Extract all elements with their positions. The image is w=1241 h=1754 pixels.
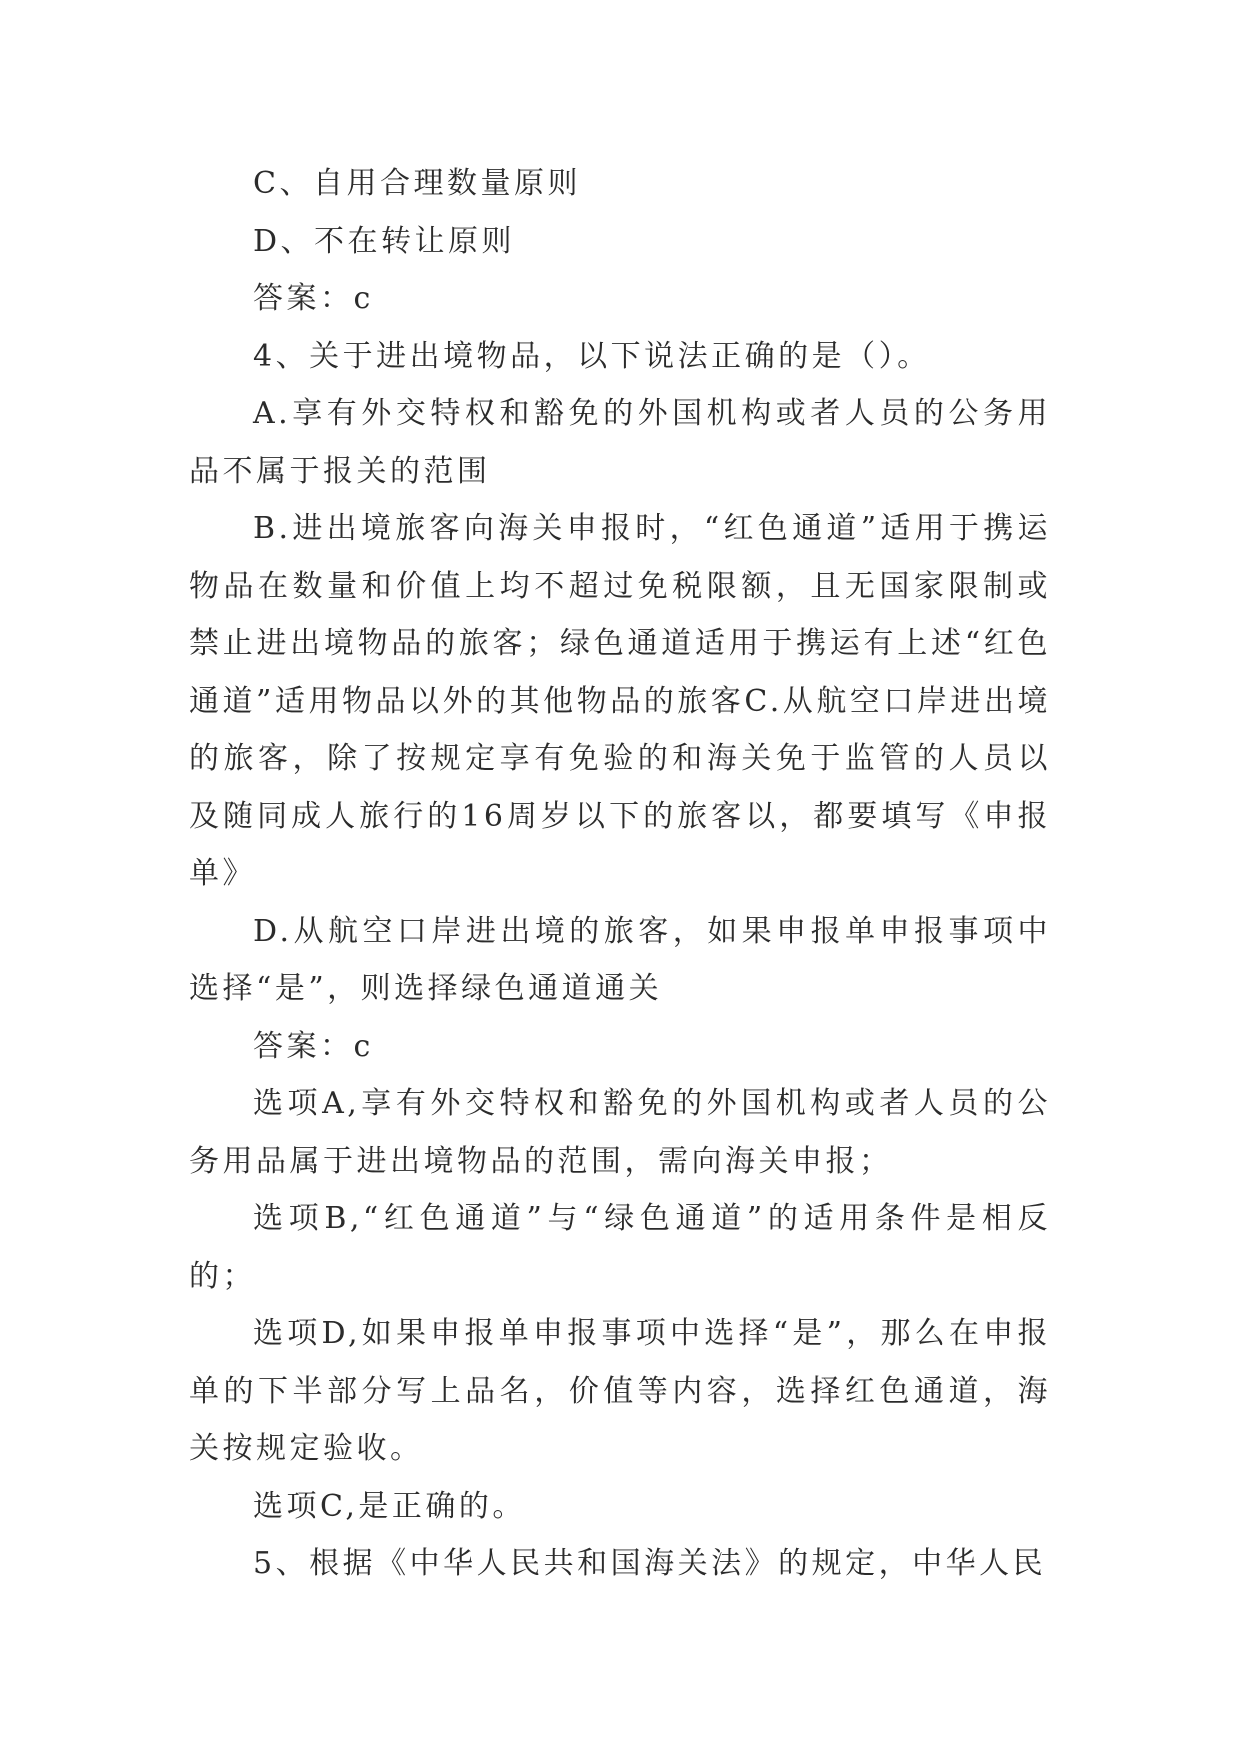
answer-text: 答案：c (253, 281, 374, 316)
question-4-option-d: D.从航空口岸进出境的旅客，如果申报单申报事项中选择“是”，则选择绿色通道通关 (189, 913, 1051, 1006)
explanation-b: 选项B,“红色通道”与“绿色通道”的适用条件是相反的； (189, 1201, 1051, 1294)
question-4-answer: 答案：c (253, 1028, 374, 1064)
question-4-option-b-c: B.进出境旅客向海关申报时，“红色通道”适用于携运物品在数量和价值上均不超过免税限额，且无国家限制或禁止进出境物品的旅客；绿色通道适用于携运有上述“红色通道”适用物品以外的其他物品的旅客C.从航空口岸进出境的旅客，除了按规定享有免验的和海关免于监管的人员以及随同成人旅行的16周岁以下的旅客以，都要填写《申报单》 (189, 511, 1051, 891)
explanation-d: 选项D,如果申报单申报事项中选择“是”，那么在申报单的下半部分写上品名，价值等内容，选择红色通道，海关按规定验收。 (189, 1316, 1051, 1466)
document-body (189, 155, 1051, 1593)
question-4-option-a: A.享有外交特权和豁免的外国机构或者人员的公务用品不属于报关的范围 (189, 396, 1051, 489)
option-d-text: D、不在转让原则 (253, 223, 516, 259)
option-c-text: C、自用合理数量原则 (253, 166, 581, 201)
explanation-c: 选项C,是正确的。 (253, 1488, 526, 1524)
explanation-a: 选项A,享有外交特权和豁免的外国机构或者人员的公务用品属于进出境物品的范围，需向海关申报； (189, 1086, 1051, 1179)
question-4-text: 4、关于进出境物品，以下说法正确的是（）。 (253, 338, 931, 374)
question-5-text: 5、根据《中华人民共和国海关法》的规定，中华人民 (253, 1546, 1047, 1581)
